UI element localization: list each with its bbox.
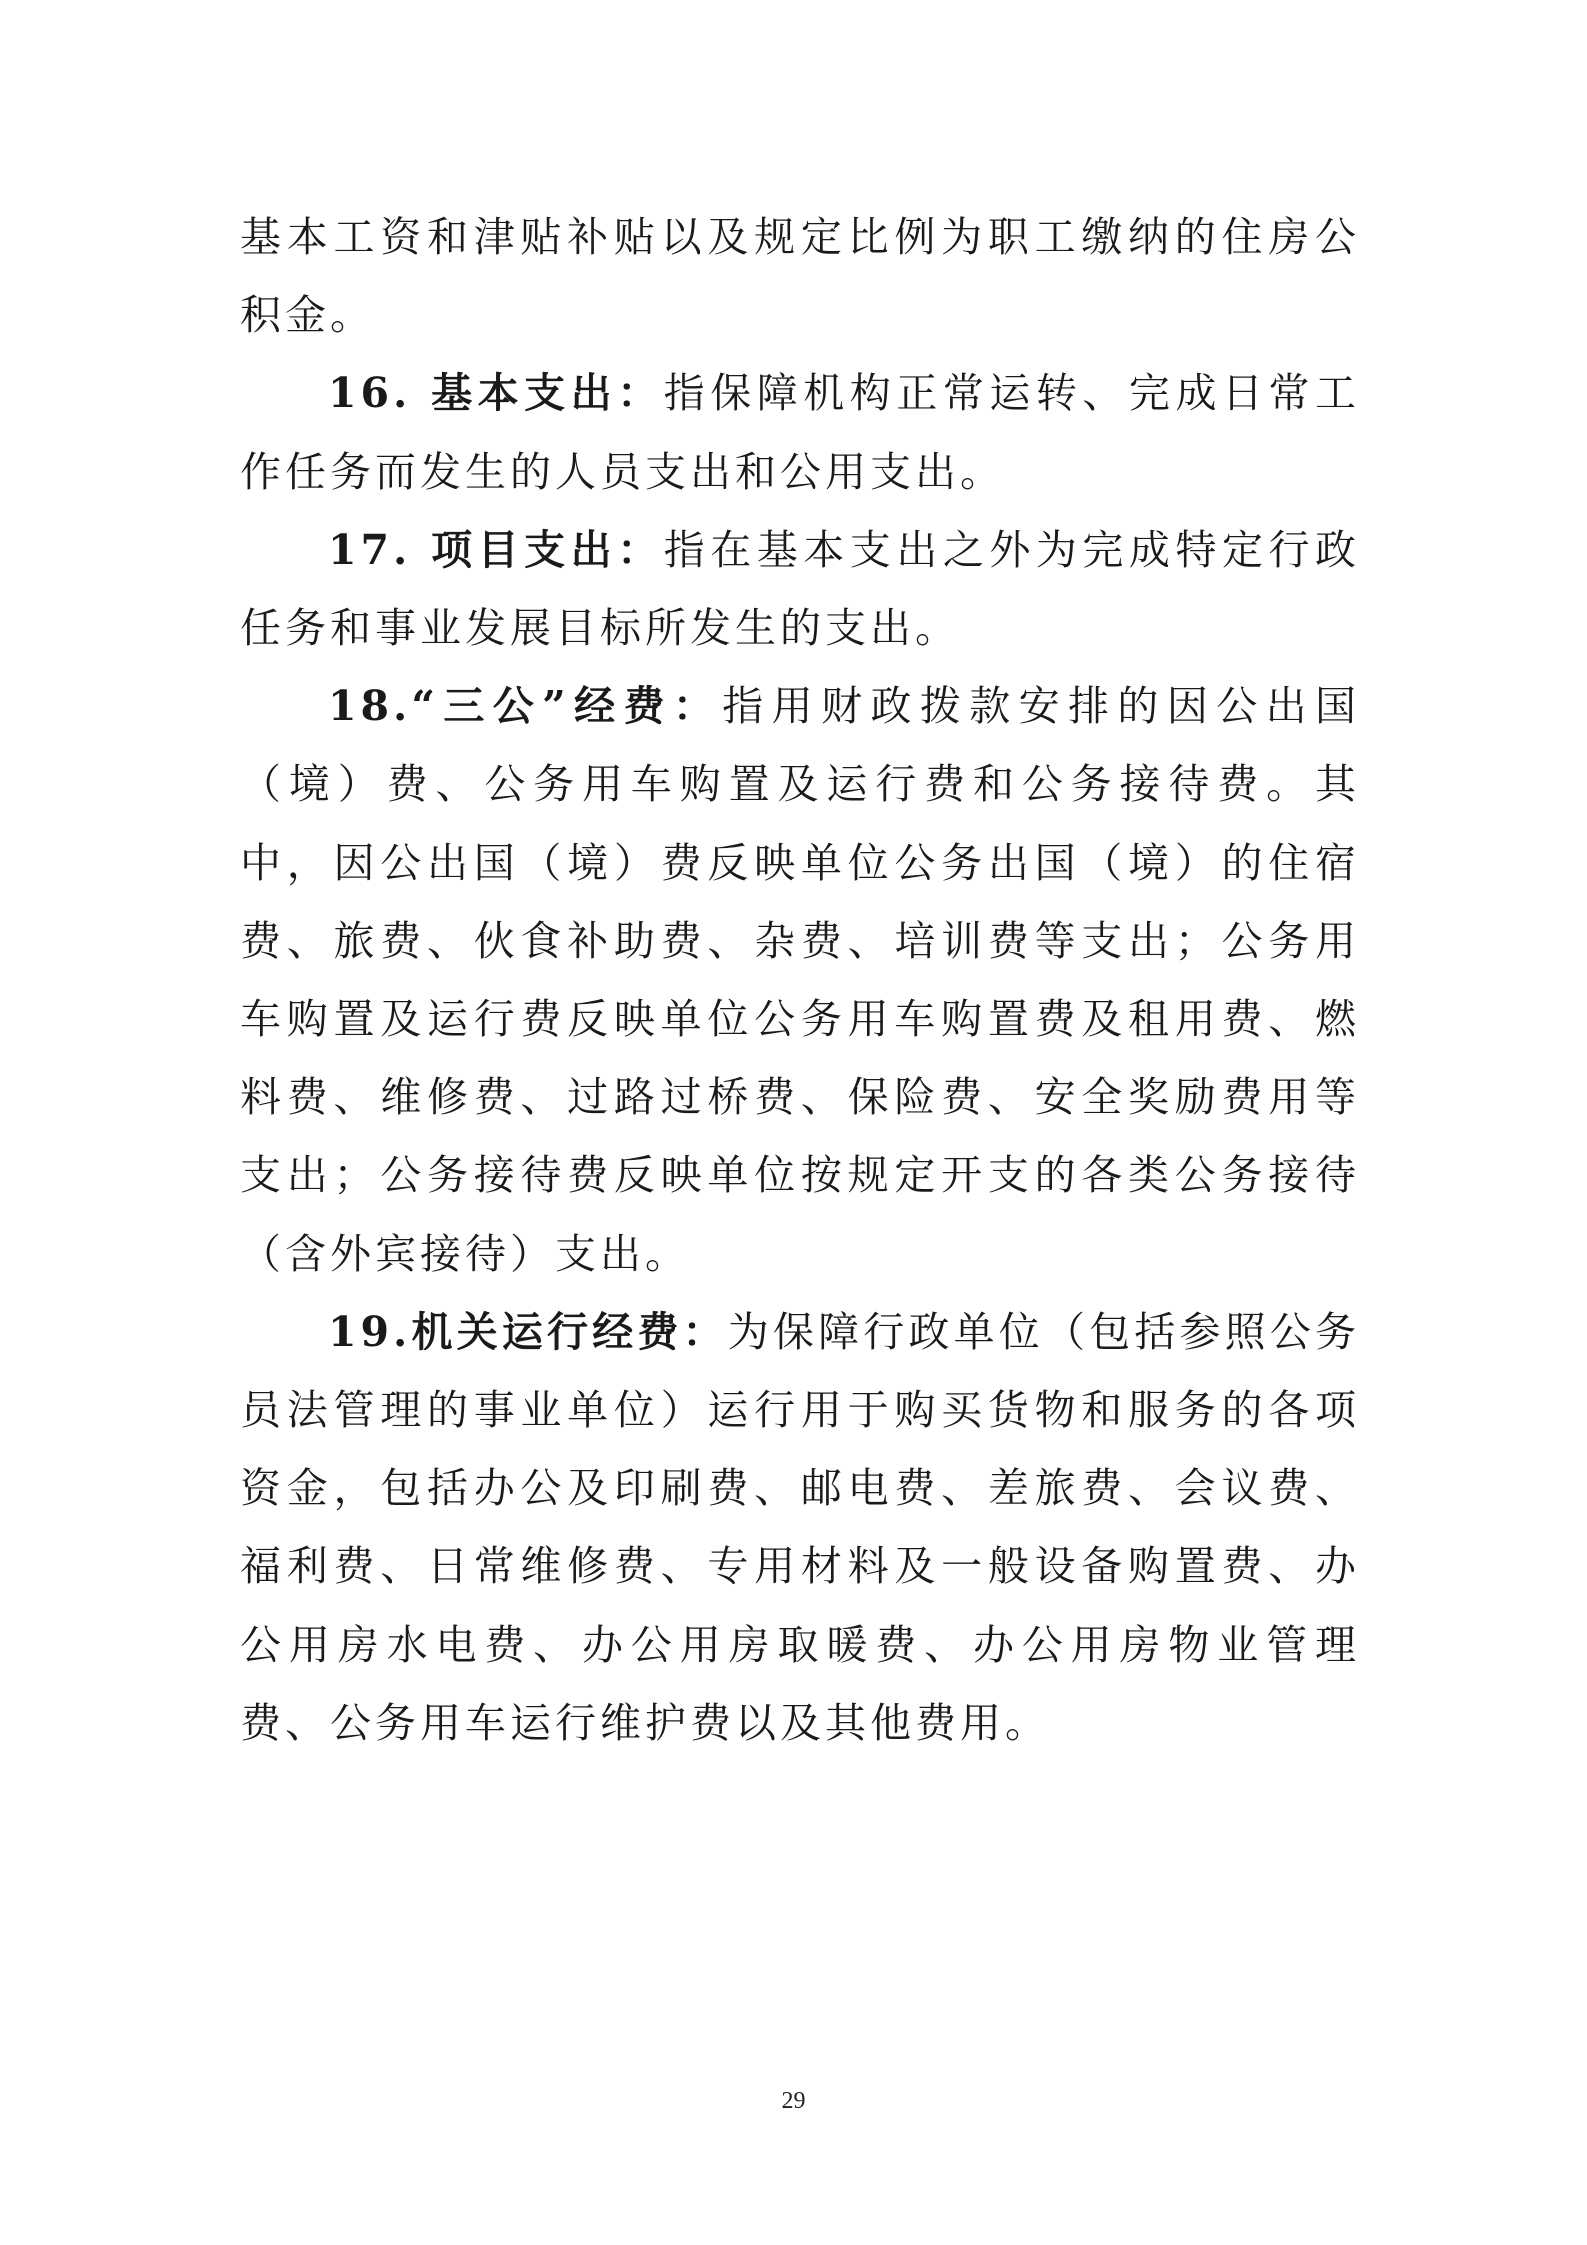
paragraph-continuation — [240, 198, 1360, 354]
paragraph-text: 为保障行政单位（包括参照公务员法管理的事业单位）运行用于购买货物和服务的各项资金，包括办公及印刷费、邮电费、差旅费、会议费、福利费、日常维修费、专用材料及一般设备购置费、办公用房水电费、办公用房取暖费、办公用房物业管理费、公务用车运行维护费以及其他费用。 — [240, 1307, 1361, 1747]
paragraph-text: 指在基本支出之外为完成特定行政任务和事业发展目标所发生的支出。 — [240, 525, 1361, 653]
paragraph-text: 基本工资和津贴补贴以及规定比例为职工缴纳的住房公积金。 — [240, 213, 1360, 340]
term-heading: 机关运行经费： — [411, 1307, 728, 1356]
body-text — [240, 198, 1360, 1762]
paragraph-three-public-expenses — [240, 667, 1360, 1293]
term-heading: “三公”经费： — [411, 682, 723, 731]
item-number: 16. — [328, 369, 432, 418]
paragraph-basic-expenditure — [240, 354, 1360, 510]
term-heading: 项目支出： — [431, 525, 664, 574]
item-number: 17. — [328, 525, 432, 574]
page-number: 29 — [781, 2088, 806, 2114]
paragraph-text: 指保障机构正常运转、完成日常工作任务而发生的人员支出和公用支出。 — [240, 369, 1361, 496]
item-number: 18. — [328, 682, 412, 731]
paragraph-project-expenditure — [240, 511, 1360, 667]
paragraph-operating-funds — [240, 1293, 1360, 1762]
paragraph-text: 指用财政拨款安排的因公出国（境）费、公务用车购置及运行费和公务接待费。其中，因公出国（境）费反映单位公务出国（境）的住宿费、旅费、伙食补助费、杂费、培训费等支出；公务用车购置及运行费反映单位公务用车购置费及租用费、燃料费、维修费、过路过桥费、保险费、安全奖励费用等支出；公务接待费反映单位按规定开支的各类公务接待（含外宾接待）支出。 — [240, 682, 1361, 1278]
term-heading: 基本支出： — [431, 369, 664, 418]
item-number: 19. — [328, 1307, 412, 1356]
